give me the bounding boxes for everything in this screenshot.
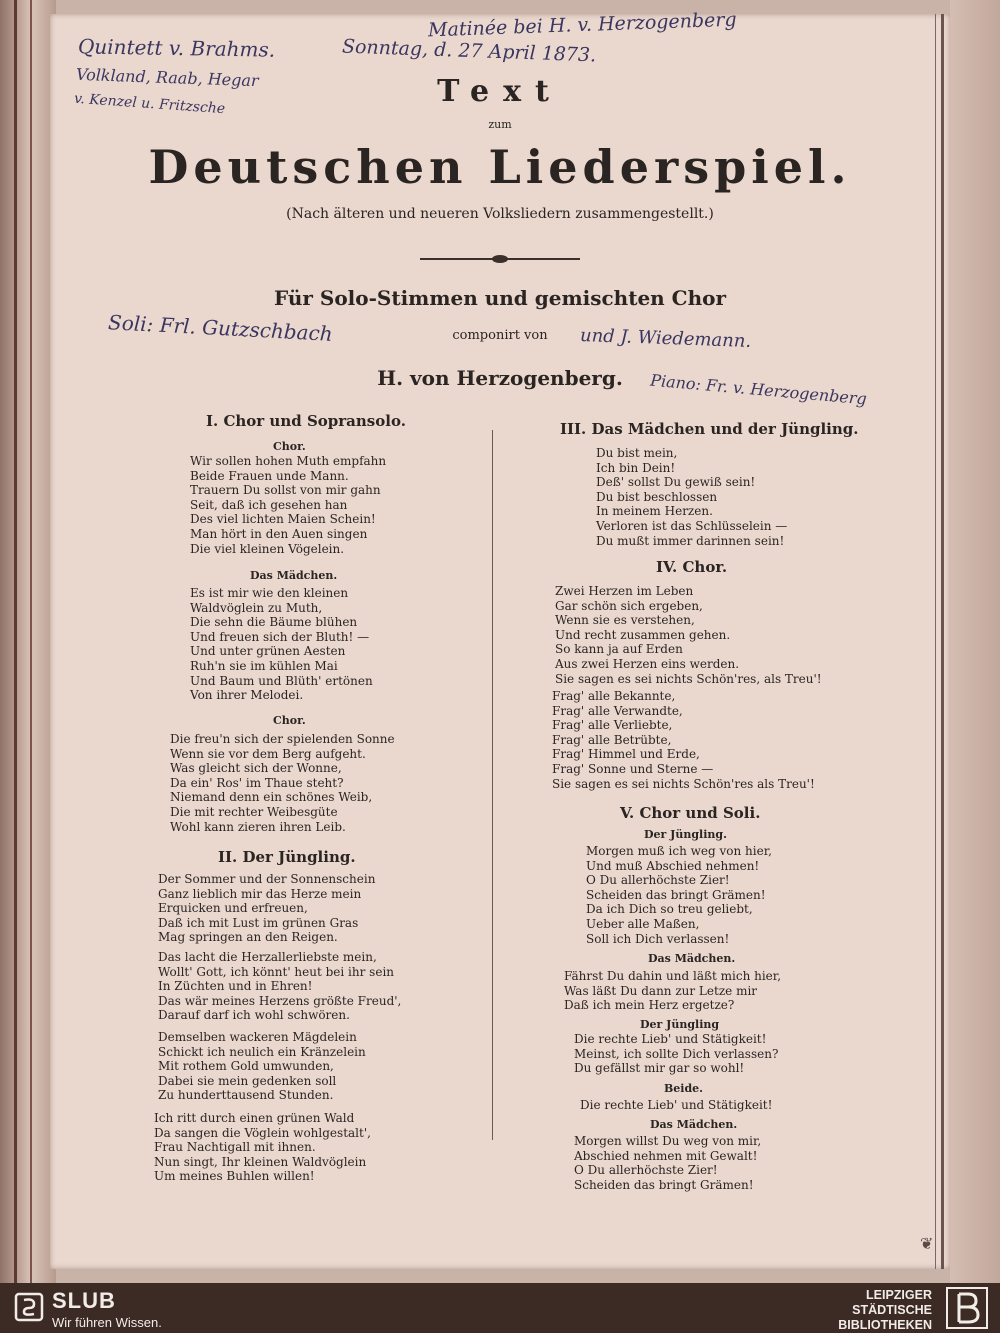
binding-edge [14,0,17,1283]
speaker-label: Chor. [273,440,306,453]
verse-block: Fährst Du dahin und läßt mich hier, Was läßt Du dann zur Letze mir Daß ich mein Herz ergetze? [564,969,782,1013]
book-binding [0,0,56,1283]
binding-edge-inner [30,0,32,1283]
title-zum: zum [488,118,512,131]
handwriting-soli-2: und J. Wiedemann. [579,325,752,352]
ornament-divider [420,258,580,260]
verse-block: Das lacht die Herzallerliebste mein, Wollt' Gott, ich könnt' heut bei ihr sein In Züchten und in Ehren! Das wär meines Herzens größte Freud', Darauf darf ich wohl schwören. [158,950,402,1023]
slub-name[interactable]: SLUB [52,1288,116,1313]
speaker-label: Beide. [664,1082,703,1095]
verse-block: Ich ritt durch einen grünen Wald Da sangen die Vöglein wohlgestalt', Frau Nachtigall mit ihnen. Nun singt, Ihr kleinen Waldvöglein Um meines Buhlen willen! [154,1111,371,1184]
section-title-3: III. Das Mädchen und der Jüngling. [560,420,859,438]
verse-block: Du bist mein, Ich bin Dein! Deß' sollst Du gewiß sein! Du bist beschlossen In meinem Herzen. Verloren ist das Schlüsselein — Du mußt immer darinnen sein! [596,446,788,548]
lsb-line: STÄDTISCHE [852,1303,932,1317]
slub-tagline: Wir führen Wissen. [52,1315,162,1330]
verse-block: Demselben wackeren Mägdelein Schickt ich neulich ein Kränzelein Mit rothem Gold umwunden, Dabei sie mein gedenken soll Zu hunderttausend Stunden. [158,1030,366,1103]
subtitle: (Nach älteren und neueren Volksliedern zusammengestellt.) [286,206,714,222]
verse-block: Frag' alle Bekannte, Frag' alle Verwandte, Frag' alle Verliebte, Frag' alle Betrübte, Frag' Himmel und Erde, Frag' Sonne und Sterne — Sie sagen es sei nichts Schön'res als Treu'! [552,689,815,791]
speaker-label: Der Jüngling. [644,828,727,841]
handwriting-quintett: Quintett v. Brahms. [77,34,276,62]
lsb-wordmark[interactable] [838,1288,932,1333]
speaker-label: Das Mädchen. [648,952,736,965]
lsb-logo-icon[interactable] [946,1287,988,1329]
verse-block: Es ist mir wie den kleinen Waldvöglein zu Muth, Die sehn die Bäume blühen Und freuen sich der Bluth! — Und unter grünen Aesten Ruh'n sie im kühlen Mai Und Baum und Blüth' ertönen Von ihrer Melodei. [190,586,373,703]
verse-block: Die freu'n sich der spielenden Sonne Wenn sie vor dem Berg aufgeht. Was gleicht sich der Wonne, Da ein' Ros' im Thaue steht? Niemand denn ein schönes Weib, Die mit rechter Weibesgüte Wohl kann zieren ihren Leib. [170,732,395,834]
handwriting-date: Sonntag, d. 27 April 1873. [341,35,597,67]
verse-block: Morgen muß ich weg von hier, Und muß Abschied nehmen! O Du allerhöchste Zier! Scheiden das bringt Grämen! Da ich Dich so treu geliebt, Ueber alle Maßen, Soll ich Dich verlassen! [586,844,772,946]
page-border-rule-thin [935,14,936,1269]
page-title: Deutschen Liederspiel. [148,140,852,194]
handwriting-soli: Soli: Frl. Gutzschbach [107,310,334,346]
handwriting-matinee: Matinée bei H. v. Herzogenberg [427,8,737,42]
speaker-label: Das Mädchen. [250,569,338,582]
verse-block: Der Sommer und der Sonnenschein Ganz lieblich mir das Herze mein Erquicken und erfreuen, Daß ich mit Lust im grünen Gras Mag springen an den Reigen. [158,872,376,945]
section-title-2: II. Der Jüngling. [218,848,356,866]
handwriting-performers-2: v. Kenzel u. Fritzsche [73,90,226,118]
section-title-4: IV. Chor. [656,558,728,576]
verse-block: Zwei Herzen im Leben Gar schön sich ergeben, Wenn sie es verstehen, Und recht zusammen gehen. So kann ja auf Erden Aus zwei Herzen eins werden. Sie sagen es sei nichts Schön'res, als Treu'! [555,584,822,686]
adjacent-page-edge [950,0,1000,1283]
ornament-corner-icon: ❦ [920,1234,934,1253]
componirt-von: componirt von [452,328,548,343]
speaker-label: Der Jüngling [640,1018,720,1031]
lsb-line: LEIPZIGER [866,1288,932,1302]
for-voices-line: Für Solo-Stimmen und gemischten Chor [273,286,727,310]
title-text: Text [437,74,563,109]
viewer-footer [0,1283,1000,1333]
section-title-5: V. Chor und Soli. [620,804,761,822]
lsb-line: BIBLIOTHEKEN [838,1318,932,1332]
speaker-label: Das Mädchen. [650,1118,738,1131]
handwriting-piano: Piano: Fr. v. Herzogenberg [649,370,868,409]
section-title-1: I. Chor und Sopransolo. [206,412,406,430]
verse-block: Die rechte Lieb' und Stätigkeit! [580,1098,773,1112]
verse-block: Wir sollen hohen Muth empfahn Beide Frauen unde Mann. Trauern Du sollst von mir gahn Seit, daß ich gesehen han Des viel lichten Maien Schein! Man hört in den Auen singen Die viel kleinen Vögelein. [190,454,387,556]
verse-block: Morgen willst Du weg von mir, Abschied nehmen mit Gewalt! O Du allerhöchste Zier! Scheiden das bringt Grämen! [574,1134,762,1192]
verse-block: Die rechte Lieb' und Stätigkeit! Meinst, ich sollte Dich verlassen? Du gefällst mir gar so wohl! [574,1032,779,1076]
column-divider [492,430,493,1140]
page-border-rule [941,14,944,1269]
speaker-label: Chor. [273,714,306,727]
slub-logo-icon[interactable] [14,1292,44,1322]
composer-name: H. von Herzogenberg. [377,366,623,390]
scanned-page [50,8,950,1269]
handwriting-performers: Volkland, Raab, Hegar [75,64,259,91]
